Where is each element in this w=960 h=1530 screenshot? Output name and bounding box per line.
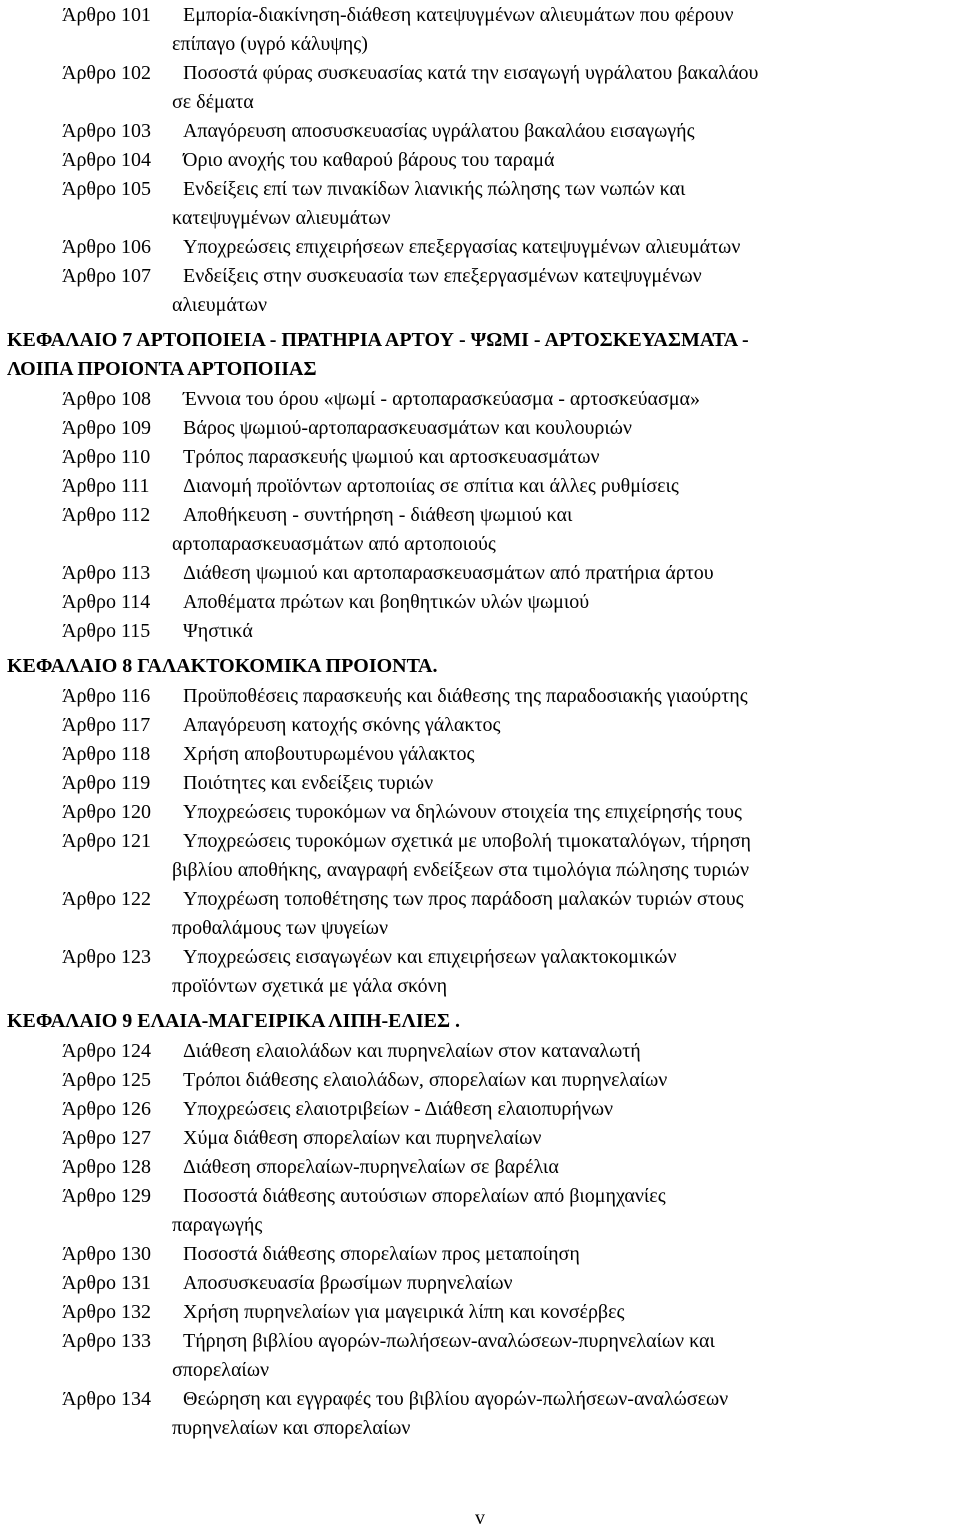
article-number: Άρθρο 114	[62, 591, 151, 613]
article-title: Εμπορία-διακίνηση-διάθεση κατεψυγμένων αλιευμάτων που φέρουν	[183, 4, 734, 26]
article-title-continuation	[0, 204, 960, 233]
chapter-heading: ΛΟΙΠΑ ΠΡΟΙΟΝΤΑ ΑΡΤΟΠΟΙΙΑΣ	[7, 358, 317, 380]
article-title: Διανομή προϊόντων αρτοποιίας σε σπίτια και άλλες ρυθμίσεις	[183, 475, 679, 497]
chapter-heading: ΚΕΦΑΛΑΙΟ 7 ΑΡΤΟΠΟΙΕΙΑ - ΠΡΑΤΗΡΙΑ ΑΡΤΟΥ - ΨΩΜΙ - ΑΡΤΟΣΚΕΥΑΣΜΑΤΑ -	[7, 329, 749, 351]
article-number: Άρθρο 130	[62, 1243, 151, 1265]
article-title-continuation	[0, 30, 960, 59]
article-line	[0, 1182, 960, 1211]
article-title-continuation	[0, 1211, 960, 1240]
article-number: Άρθρο 110	[62, 446, 151, 468]
article-line	[0, 1298, 960, 1327]
article-line	[0, 472, 960, 501]
article-line	[0, 943, 960, 972]
article-title: Ενδείξεις στην συσκευασία των επεξεργασμένων κατεψυγμένων	[183, 265, 702, 287]
article-title-continuation	[0, 530, 960, 559]
article-line	[0, 1153, 960, 1182]
article-line	[0, 588, 960, 617]
continuation-text: παραγωγής	[172, 1214, 263, 1236]
article-number: Άρθρο 128	[62, 1156, 151, 1178]
article-title-continuation	[0, 972, 960, 1001]
article-line	[0, 711, 960, 740]
article-number: Άρθρο 109	[62, 417, 151, 439]
article-title: Αποσυσκευασία βρωσίμων πυρηνελαίων	[183, 1272, 513, 1294]
article-number: Άρθρο 107	[62, 265, 151, 287]
article-number: Άρθρο 116	[62, 685, 151, 707]
article-number: Άρθρο 112	[62, 504, 151, 526]
article-line	[0, 769, 960, 798]
article-number: Άρθρο 113	[62, 562, 151, 584]
article-number: Άρθρο 129	[62, 1185, 151, 1207]
article-title: Υποχρεώσεις εισαγωγέων και επιχειρήσεων γαλακτοκομικών	[183, 946, 677, 968]
article-title: Χύμα διάθεση σπορελαίων και πυρηνελαίων	[183, 1127, 542, 1149]
article-line	[0, 385, 960, 414]
continuation-text: προθαλάμους των ψυγείων	[172, 917, 389, 939]
article-number: Άρθρο 105	[62, 178, 151, 200]
article-number: Άρθρο 121	[62, 830, 151, 852]
article-title: Ποσοστά φύρας συσκευασίας κατά την εισαγωγή υγράλατου βακαλάου	[183, 62, 759, 84]
article-title: Χρήση πυρηνελαίων για μαγειρικά λίπη και κονσέρβες	[183, 1301, 625, 1323]
article-line	[0, 1066, 960, 1095]
article-title: Υποχρεώσεις τυροκόμων να δηλώνουν στοιχεία της επιχείρησής τους	[183, 801, 742, 823]
article-line	[0, 443, 960, 472]
article-title: Απαγόρευση αποσυσκευασίας υγράλατου βακαλάου εισαγωγής	[183, 120, 695, 142]
article-number: Άρθρο 106	[62, 236, 151, 258]
article-number: Άρθρο 133	[62, 1330, 151, 1352]
article-line	[0, 414, 960, 443]
article-number: Άρθρο 123	[62, 946, 151, 968]
article-title: Αποθήκευση - συντήρηση - διάθεση ψωμιού και	[183, 504, 573, 526]
article-title: Βάρος ψωμιού-αρτοπαρασκευασμάτων και κουλουριών	[183, 417, 632, 439]
continuation-text: αλιευμάτων	[172, 294, 268, 316]
article-title-continuation	[0, 1356, 960, 1385]
article-title: Υποχρεώσεις ελαιοτριβείων - Διάθεση ελαιοπυρήνων	[183, 1098, 614, 1120]
article-line	[0, 175, 960, 204]
article-title: Διάθεση ελαιολάδων και πυρηνελαίων στον καταναλωτή	[183, 1040, 641, 1062]
article-line	[0, 146, 960, 175]
article-title: Ποσοστά διάθεσης σπορελαίων προς μεταποίηση	[183, 1243, 580, 1265]
article-line	[0, 617, 960, 646]
continuation-text: σε δέματα	[172, 91, 254, 113]
article-title-continuation	[0, 914, 960, 943]
continuation-text: αρτοπαρασκευασμάτων από αρτοποιούς	[172, 533, 496, 555]
article-title: Ψηστικά	[183, 620, 253, 642]
article-number: Άρθρο 104	[62, 149, 151, 171]
article-number: Άρθρο 131	[62, 1272, 151, 1294]
article-line	[0, 233, 960, 262]
article-title-continuation	[0, 1414, 960, 1443]
article-line	[0, 262, 960, 291]
article-line	[0, 798, 960, 827]
continuation-text: κατεψυγμένων αλιευμάτων	[172, 207, 391, 229]
article-title: Διάθεση σπορελαίων-πυρηνελαίων σε βαρέλια	[183, 1156, 559, 1178]
chapter-heading: ΚΕΦΑΛΑΙΟ 9 ΕΛΑΙΑ-ΜΑΓΕΙΡΙΚΑ ΛΙΠΗ-ΕΛΙΕΣ .	[7, 1010, 461, 1032]
article-title: Θεώρηση και εγγραφές του βιβλίου αγορών-πωλήσεων-αναλώσεων	[183, 1388, 729, 1410]
article-number: Άρθρο 118	[62, 743, 151, 765]
article-line	[0, 1240, 960, 1269]
article-number: Άρθρο 102	[62, 62, 151, 84]
continuation-text: σπορελαίων	[172, 1359, 270, 1381]
article-number: Άρθρο 120	[62, 801, 151, 823]
article-line	[0, 827, 960, 856]
article-title: Όριο ανοχής του καθαρού βάρους του ταραμά	[183, 149, 555, 171]
article-number: Άρθρο 103	[62, 120, 151, 142]
article-line	[0, 1, 960, 30]
article-number: Άρθρο 115	[62, 620, 151, 642]
article-title: Αποθέματα πρώτων και βοηθητικών υλών ψωμιού	[183, 591, 590, 613]
article-number: Άρθρο 124	[62, 1040, 151, 1062]
article-line	[0, 59, 960, 88]
article-line	[0, 885, 960, 914]
page-number: v	[475, 1507, 485, 1529]
continuation-text: βιβλίου αποθήκης, αναγραφή ενδείξεων στα τιμολόγια πώλησης τυριών	[172, 859, 749, 881]
article-number: Άρθρο 117	[62, 714, 151, 736]
article-title-continuation	[0, 291, 960, 320]
article-title: Υποχρεώσεις επιχειρήσεων επεξεργασίας κατεψυγμένων αλιευμάτων	[183, 236, 741, 258]
article-number: Άρθρο 132	[62, 1301, 151, 1323]
article-line	[0, 1124, 960, 1153]
article-line	[0, 117, 960, 146]
article-number: Άρθρο 127	[62, 1127, 151, 1149]
article-line	[0, 1095, 960, 1124]
article-title: Υποχρεώσεις τυροκόμων σχετικά με υποβολή τιμοκαταλόγων, τήρηση	[183, 830, 752, 852]
chapter-heading: ΚΕΦΑΛΑΙΟ 8 ΓΑΛΑΚΤΟΚΟΜΙΚΑ ΠΡΟΙΟΝΤΑ.	[7, 655, 438, 677]
article-title: Χρήση αποβουτυρωμένου γάλακτος	[183, 743, 475, 765]
article-number: Άρθρο 101	[62, 4, 151, 26]
article-title: Διάθεση ψωμιού και αρτοπαρασκευασμάτων από πρατήρια άρτου	[183, 562, 714, 584]
article-line	[0, 501, 960, 530]
article-title: Ενδείξεις επί των πινακίδων λιανικής πώλησης των νωπών και	[183, 178, 686, 200]
article-line	[0, 559, 960, 588]
article-line	[0, 740, 960, 769]
article-title: Ποσοστά διάθεσης αυτούσιων σπορελαίων από βιομηχανίες	[183, 1185, 666, 1207]
article-number: Άρθρο 134	[62, 1388, 151, 1410]
article-title: Ποιότητες και ενδείξεις τυριών	[183, 772, 434, 794]
continuation-text: πυρηνελαίων και σπορελαίων	[172, 1417, 411, 1439]
article-title: Τρόπος παρασκευής ψωμιού και αρτοσκευασμάτων	[183, 446, 600, 468]
article-line	[0, 682, 960, 711]
article-number: Άρθρο 108	[62, 388, 151, 410]
article-number: Άρθρο 119	[62, 772, 151, 794]
article-line	[0, 1385, 960, 1414]
article-title-continuation	[0, 856, 960, 885]
article-number: Άρθρο 125	[62, 1069, 151, 1091]
article-line	[0, 1269, 960, 1298]
article-title: Προϋποθέσεις παρασκευής και διάθεσης της παραδοσιακής γιαούρτης	[183, 685, 748, 707]
article-number: Άρθρο 126	[62, 1098, 151, 1120]
article-title: Απαγόρευση κατοχής σκόνης γάλακτος	[183, 714, 501, 736]
article-number: Άρθρο 122	[62, 888, 151, 910]
article-line	[0, 1327, 960, 1356]
article-title: Τρόποι διάθεσης ελαιολάδων, σπορελαίων και πυρηνελαίων	[183, 1069, 668, 1091]
article-title: Έννοια του όρου «ψωμί - αρτοπαρασκεύασμα - αρτοσκεύασμα»	[183, 388, 701, 410]
article-number: Άρθρο 111	[62, 475, 150, 497]
article-title: Υποχρέωση τοποθέτησης των προς παράδοση μαλακών τυριών στους	[183, 888, 744, 910]
continuation-text: προϊόντων σχετικά με γάλα σκόνη	[172, 975, 448, 997]
article-line	[0, 1037, 960, 1066]
article-title-continuation	[0, 88, 960, 117]
article-title: Τήρηση βιβλίου αγορών-πωλήσεων-αναλώσεων-πυρηνελαίων και	[183, 1330, 715, 1352]
continuation-text: επίπαγο (υγρό κάλυψης)	[172, 33, 368, 55]
